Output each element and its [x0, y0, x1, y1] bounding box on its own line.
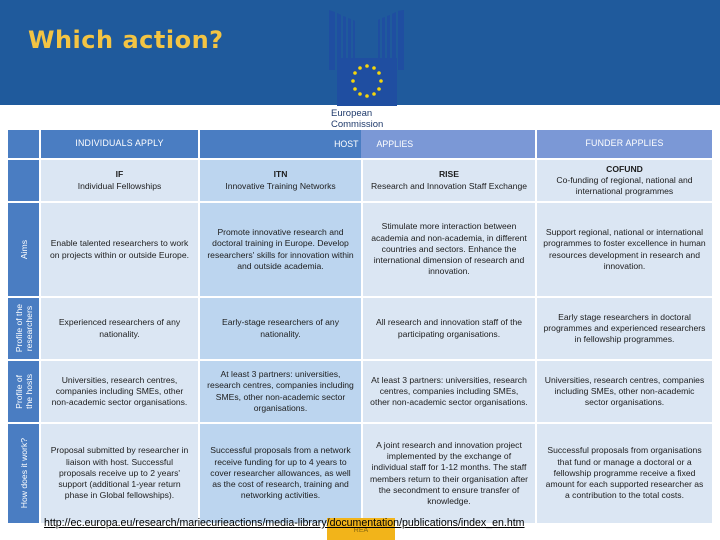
- row-label-empty: [8, 160, 39, 201]
- scheme-name: RISE: [438, 169, 460, 180]
- logo-wordmark: [331, 108, 383, 130]
- how-it-works-cell: Successful proposals from organisations that fund or manage a doctoral or a fellowship programme receive a fixed amount for each supported researcher as a contribution to the total costs.: [537, 424, 712, 523]
- header-individuals-apply: INDIVIDUALS APPLY: [41, 130, 198, 158]
- header-host-applies: [200, 130, 535, 158]
- profile-hosts-cell: Universities, research centres, companies including SMEs, other non-academic sector organisations.: [41, 361, 198, 422]
- row-label-text: How does it work?: [18, 438, 29, 509]
- scheme-name: ITN: [273, 169, 288, 180]
- row-label-text: Profile of the researchers: [13, 304, 34, 353]
- logo-line-commission: Commission: [331, 119, 384, 130]
- scheme-full-name: Co-funding of regional, national and international programmes: [556, 174, 693, 197]
- row-label-text: Aims: [18, 239, 29, 260]
- scheme-full-name: Research and Innovation Staff Exchange: [370, 180, 528, 191]
- header-funder-applies: FUNDER APPLIES: [537, 130, 712, 158]
- row-label-text: Profile of the hosts: [13, 374, 34, 409]
- profile-researchers-cell: Early-stage researchers of any nationality.: [200, 298, 361, 359]
- aims-cell: Stimulate more interaction between academia and non-academia, in different countries and sectors. Enhance the international dimension of research and innovation.: [363, 203, 535, 296]
- publications-link[interactable]: http://ec.europa.eu/research/mariecurieactions/media-library/documentation/publications/index_en.htm: [44, 517, 525, 529]
- how-it-works-cell: A joint research and innovation project implemented by the exchange of individual staff for 1-12 months. The staff members return to their organisation after the secondment to ensure transfer of knowledge.: [363, 424, 535, 523]
- scheme-cell-itn: [200, 160, 361, 201]
- scheme-cell-if: [41, 160, 198, 201]
- header-applies: APPLIES: [376, 139, 414, 149]
- scheme-name: COFUND: [606, 163, 643, 174]
- scheme-cell-rise: [363, 160, 535, 201]
- aims-cell: Promote innovative research and doctoral training in Europe. Develop researchers' skills for innovation within and outside academia.: [200, 203, 361, 296]
- how-it-works-cell: Successful proposals from a network receive funding for up to 4 years to cover researcher allowances, as well as the cost of research, training and networking activities.: [200, 424, 361, 523]
- row-label-how-it-works: [8, 424, 39, 523]
- scheme-name: IF: [115, 169, 124, 180]
- profile-researchers-cell: Early stage researchers in doctoral programmes and experienced researchers in fellowship programmes.: [537, 298, 712, 359]
- aims-cell: Support regional, national or international programmes to foster excellence in human resources development in research and innovation.: [537, 203, 712, 296]
- table-corner: [8, 130, 39, 158]
- profile-hosts-cell: At least 3 partners: universities, research centres, companies including SMEs, other non-academic sector organisations.: [200, 361, 361, 422]
- slide-title: Which action?: [28, 26, 224, 54]
- actions-table: [8, 130, 712, 513]
- how-it-works-cell: Proposal submitted by researcher in liaison with host. Successful proposals receive up to 2 years' support (additional 1-year return phase in Global fellowships).: [41, 424, 198, 523]
- header-host: HOST: [334, 139, 359, 149]
- profile-researchers-cell: Experienced researchers of any nationality.: [41, 298, 198, 359]
- scheme-cell-cofund: [537, 160, 712, 201]
- logo-line-european: European: [331, 108, 373, 119]
- profile-hosts-cell: Universities, research centres, companies including SMEs, other non-academic sector organisations.: [537, 361, 712, 422]
- profile-researchers-cell: All research and innovation staff of the participating organisations.: [363, 298, 535, 359]
- profile-hosts-cell: At least 3 partners: universities, research centres, companies including SMEs, other non-academic sector organisations.: [363, 361, 535, 422]
- aims-cell: Enable talented researchers to work on projects within or outside Europe.: [41, 203, 198, 296]
- rea-badge: REA: [327, 518, 395, 540]
- row-label-aims: [8, 203, 39, 296]
- row-label-profile-hosts: [8, 361, 39, 422]
- scheme-full-name: Individual Fellowships: [77, 180, 162, 191]
- row-label-profile-researchers: [8, 298, 39, 359]
- scheme-full-name: Innovative Training Networks: [225, 180, 336, 191]
